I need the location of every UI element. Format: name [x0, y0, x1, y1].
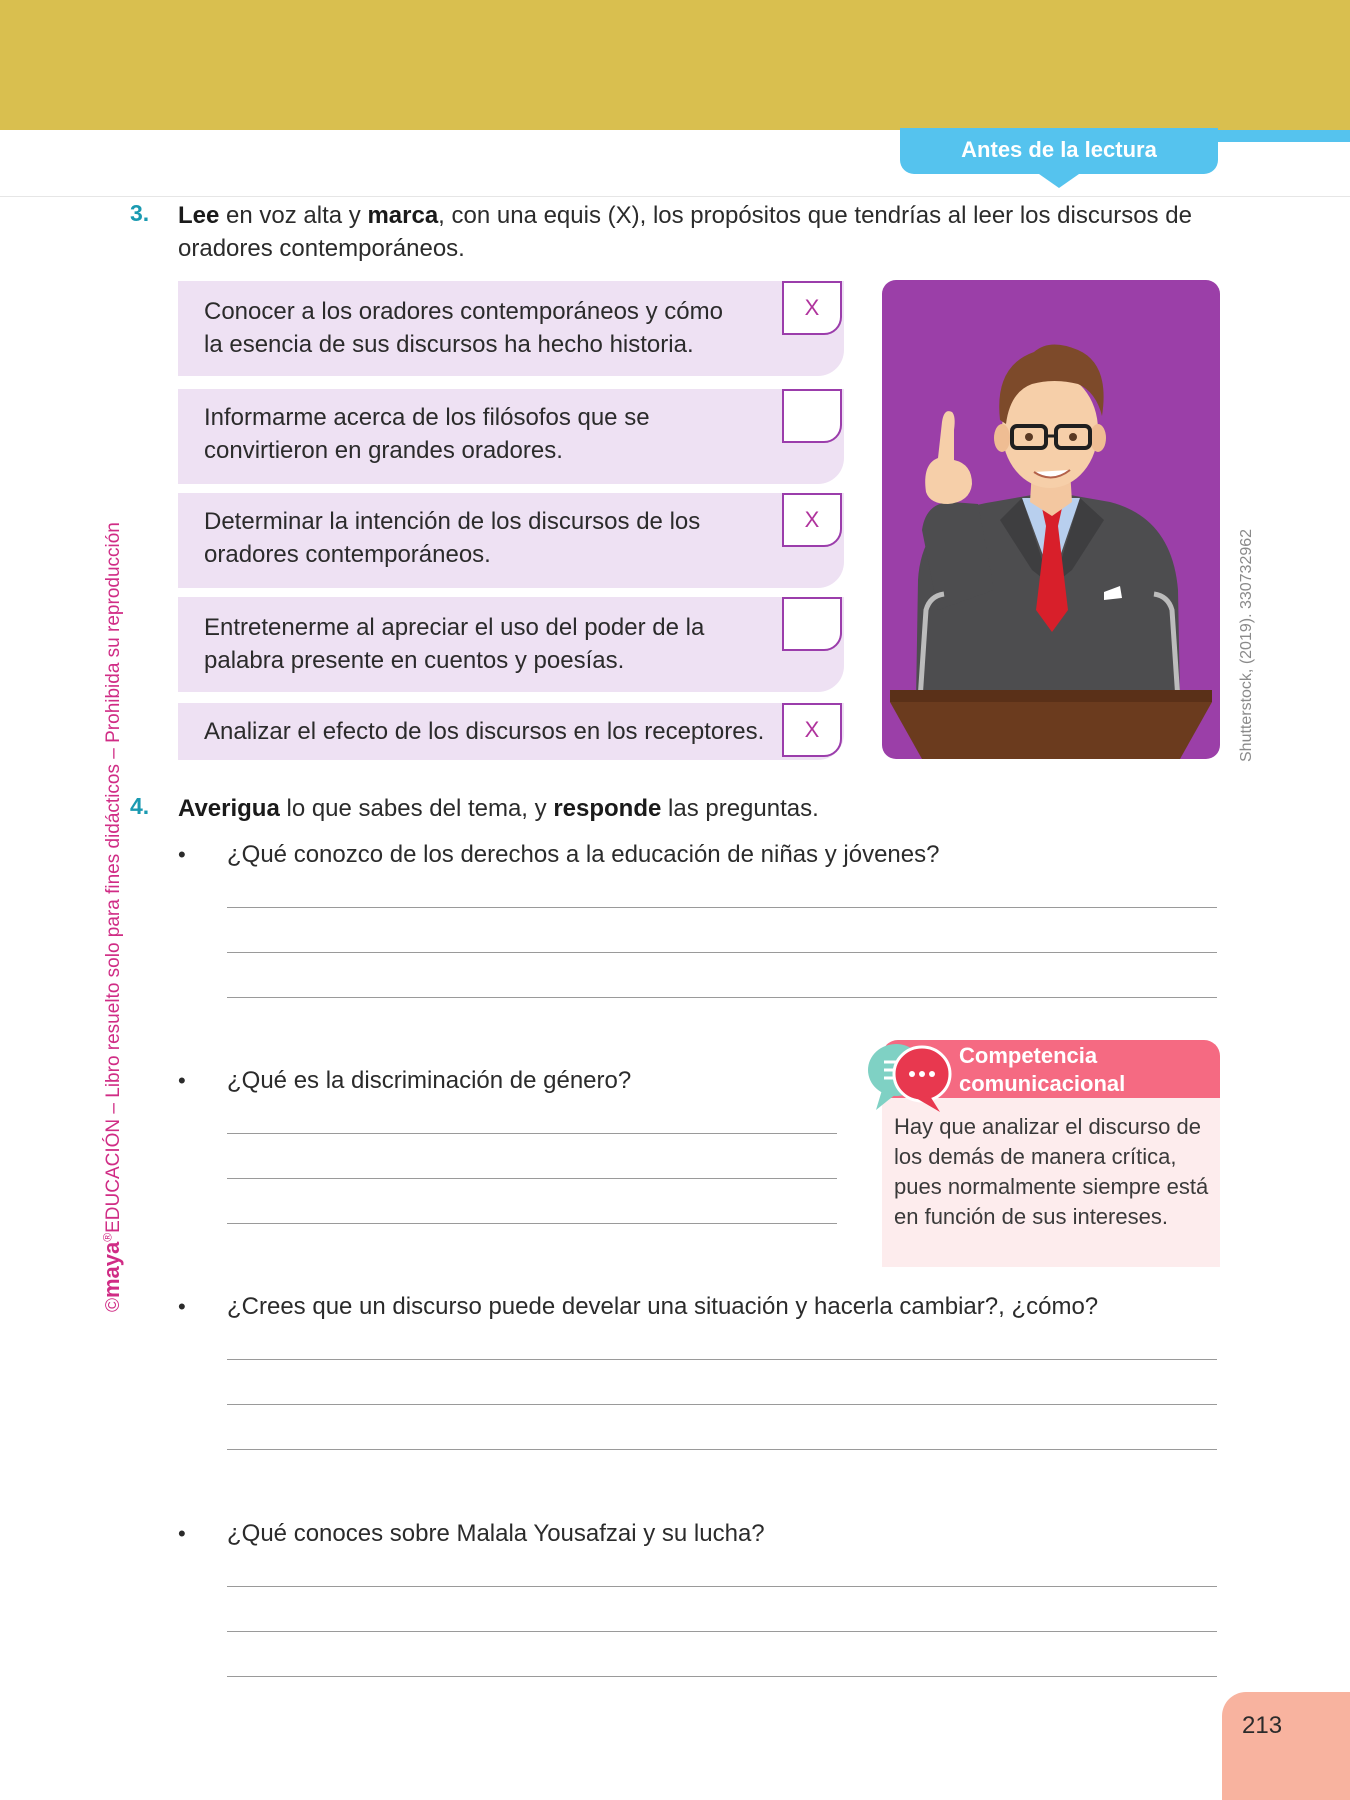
competencia-text: Hay que analizar el discurso de los demás de manera crítica, pues normalmente siempre está en función de sus intereses.: [894, 1114, 1209, 1229]
instruction-verb-lee: Lee: [178, 202, 220, 229]
answer-line[interactable]: [227, 1631, 1217, 1632]
question-3-instruction: [178, 199, 1218, 265]
answer-line[interactable]: [227, 907, 1217, 908]
page-number: 213: [1242, 1712, 1283, 1739]
instruction-verb-averigua: Averigua: [178, 795, 280, 822]
copyright-symbol: ©: [103, 1298, 124, 1312]
option-card: [178, 703, 844, 760]
question-text: ¿Qué conoces sobre Malala Yousafzai y su lucha?: [227, 1520, 765, 1547]
question-4-instruction: [178, 792, 1218, 825]
option-checkbox[interactable]: X: [782, 281, 842, 335]
answer-line[interactable]: [227, 1133, 837, 1134]
bullet: •: [178, 1521, 186, 1546]
competencia-title-line: comunicacional: [959, 1071, 1126, 1096]
bullet: •: [178, 842, 186, 867]
question-3-number: 3.: [130, 200, 150, 226]
speaker-at-podium-illustration: [882, 280, 1220, 759]
competencia-comunicacional-box: [882, 1040, 1220, 1267]
instruction-text: las preguntas.: [661, 795, 819, 822]
competencia-title-line: Competencia: [959, 1043, 1098, 1068]
top-color-band: [0, 0, 1350, 130]
instruction-text: lo que sabes del tema, y: [279, 795, 554, 822]
speaker-at-podium-icon: [882, 280, 1220, 759]
option-card: [178, 389, 844, 484]
bullet: •: [178, 1294, 186, 1319]
instruction-text: , con una equis (X), los propósitos que tendrías al leer los discursos de oradores contemporáneos.: [178, 202, 1192, 262]
instruction-text: en voz alta y: [219, 202, 368, 229]
image-credit: Shutterstock, (2019). 330732962: [1238, 528, 1255, 762]
option-card: [178, 597, 844, 692]
answer-line[interactable]: [227, 952, 1217, 953]
question-text: ¿Qué es la discriminación de género?: [227, 1067, 632, 1094]
option-card: [178, 493, 844, 588]
answer-line[interactable]: [227, 1586, 1217, 1587]
answer-line[interactable]: [227, 1223, 837, 1224]
option-text: Informarme acerca de los filósofos que se convirtieron en grandes oradores.: [204, 404, 650, 464]
question-text: ¿Crees que un discurso puede develar una situación y hacerla cambiar?, ¿cómo?: [227, 1293, 1099, 1320]
competencia-title: [959, 1042, 1125, 1098]
option-checkbox[interactable]: [782, 389, 842, 443]
bullet: •: [178, 1068, 186, 1093]
answer-line[interactable]: [227, 997, 1217, 998]
option-checkbox[interactable]: X: [782, 493, 842, 547]
sidebar-copyright: [99, 482, 125, 1312]
option-text: Conocer a los oradores contemporáneos y cómo la esencia de sus discursos ha hecho historia.: [204, 298, 723, 358]
sidebar-text: EDUCACIÓN – Libro resuelto solo para fines didácticos – Prohibida su reproducción: [103, 522, 124, 1233]
instruction-verb-responde: responde: [553, 795, 662, 822]
option-checkbox[interactable]: X: [782, 703, 842, 757]
option-checkbox[interactable]: [782, 597, 842, 651]
brand-name: maya: [99, 1241, 124, 1298]
option-text: Determinar la intención de los discursos de los oradores contemporáneos.: [204, 508, 701, 568]
answer-line[interactable]: [227, 1676, 1217, 1677]
answer-line[interactable]: [227, 1449, 1217, 1450]
instruction-verb-marca: marca: [367, 202, 439, 229]
answer-line[interactable]: [227, 1404, 1217, 1405]
option-text: Analizar el efecto de los discursos en los receptores.: [204, 718, 765, 745]
section-tab-label: Antes de la lectura: [961, 137, 1157, 162]
page-number-tab: [1222, 1692, 1350, 1800]
option-text: Entretenerme al apreciar el uso del poder de la palabra presente en cuentos y poesías.: [204, 614, 705, 674]
question-4-number: 4.: [130, 793, 150, 819]
answer-line[interactable]: [227, 1359, 1217, 1360]
question-text: ¿Qué conozco de los derechos a la educación de niñas y jóvenes?: [227, 841, 940, 868]
registered-mark: ®: [100, 1232, 115, 1242]
chat-bubbles-icon: [866, 1038, 956, 1114]
section-tab: [900, 128, 1218, 174]
option-card: [178, 281, 844, 376]
header-divider: [0, 196, 1350, 197]
answer-line[interactable]: [227, 1178, 837, 1179]
